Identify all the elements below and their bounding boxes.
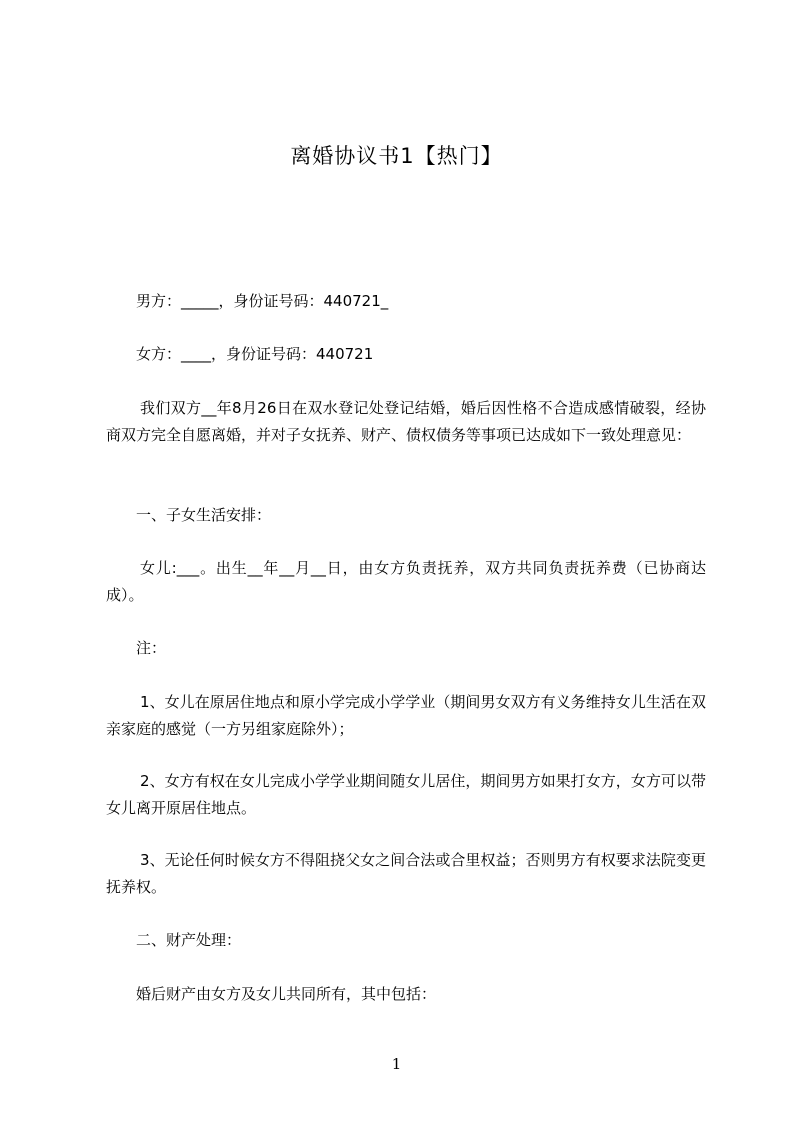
section-heading-property: 二、财产处理： (136, 931, 242, 949)
document-title: 离婚协议书1【热门】 (290, 144, 503, 168)
page-number: 1 (391, 1055, 402, 1073)
note-item-3: 3、无论任何时候女方不得阻挠父女之间合法或合里权益；否则男方有权要求法院变更抚养权。 (106, 851, 706, 896)
male-party-line: 男方：_____，身份证号码：440721_ (136, 292, 389, 310)
daughter-paragraph: 女儿:___。出生__年__月__日，由女方负责抚养，双方共同负责抚养费（已协商达成）。 (106, 559, 706, 604)
note-item-1: 1、女儿在原居住地点和原小学完成小学学业（期间男女双方有义务维持女儿生活在双亲家庭的感觉（一方另组家庭除外）； (106, 693, 706, 738)
intro-paragraph: 我们双方__年8月26日在双水登记处登记结婚，婚后因性格不合造成感情破裂，经协商双方完全自愿离婚，并对子女抚养、财产、债权债务等事项已达成如下一致处理意见： (106, 399, 706, 444)
property-paragraph: 婚后财产由女方及女儿共同所有，其中包括： (136, 985, 437, 1003)
female-party-line: 女方：____，身份证号码：440721 (136, 345, 374, 363)
note-item-2: 2、女方有权在女儿完成小学学业期间随女儿居住，期间男方如果打女方，女方可以带女儿离开原居住地点。 (106, 772, 706, 817)
note-label: 注： (136, 639, 167, 657)
section-heading-children: 一、子女生活安排： (136, 506, 272, 524)
